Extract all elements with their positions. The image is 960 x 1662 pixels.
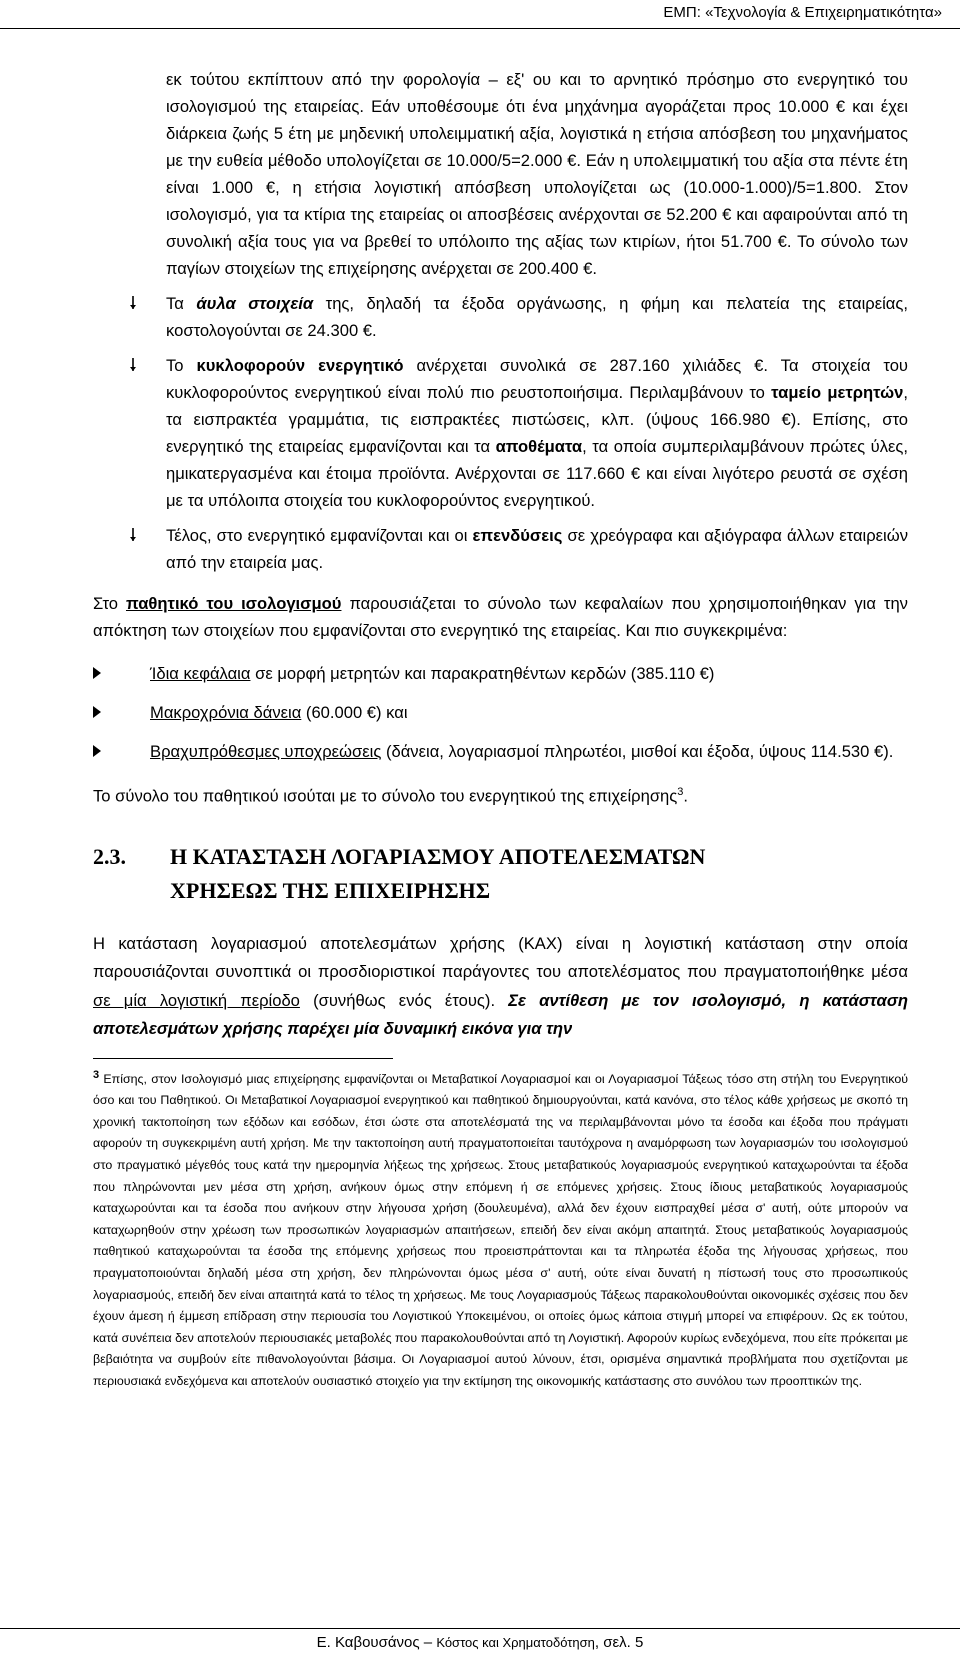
list-item-equity <box>150 660 908 687</box>
paragraph-depreciation: εκ τούτου εκπίπτουν από την φορολογία – εξ' ου και το αρνητικό πρόσημο στο ενεργητικό του ισολογισμού της εταιρείας. Εάν υποθέσουμε ότι ένα μηχάνημα αγοράζεται προς 10.000 € και έχει διάρκεια ζωής 5 έτη με μηδενική υπολειμματική αξία, λογιστικά η ετήσια απόσβεση του μηχανήματος με την ευθεία μέθοδο υπολογίζεται σε 10.000/5=2.000 €. Εάν η υπολειμματική του αξία στα πέντε έτη είναι 1.000 €, η ετήσια λογιστική απόσβεση υπολογίζεται ως (10.000-1.000)/5=1.800. Στον ισολογισμό, για τα κτίρια της εταιρείας οι αποσβέσεις ανέρχονται σε 52.200 € και αφαιρούνται από τη συνολική αξία τους για να βρεθεί το υπόλοιπο της αξίας των κτιρίων, ήτοι 51.700 €. Το σύνολο των παγίων στοιχείων της επιχείρησης ανέρχεται σε 200.400 €. <box>166 70 908 278</box>
bullet-icon <box>129 358 137 371</box>
list-item-short-term-liabilities <box>150 738 908 765</box>
paragraph-liabilities: Στο παθητικό του ισολογισμού παρουσιάζεται το σύνολο των κεφαλαίων που χρησιμοποιήθηκαν για την απόκτηση των στοιχείων που εμφανίζονται στο ενεργητικό της εταιρείας. Και πιο συγκεκριμένα: <box>93 594 908 640</box>
list-item-intangible <box>166 290 908 344</box>
list-item-text: Τέλος, στο ενεργητικό εμφανίζονται και οι επενδύσεις σε χρεόγραφα και αξιόγραφα άλλων εταιρειών από την εταιρεία μας. <box>166 526 908 572</box>
list-item-investments <box>166 522 908 576</box>
header-rule <box>0 28 960 29</box>
list-item-text: Βραχυπρόθεσμες υποχρεώσεις (δάνεια, λογαριασμοί πληρωτέοι, μισθοί και έξοδα, ύψους 114.530 €). <box>150 742 894 761</box>
page-header: ΕΜΠ: «Τεχνολογία & Επιχειρηματικότητα» <box>663 4 942 21</box>
list-item-text: Μακροχρόνια δάνεια (60.000 €) και <box>150 703 408 722</box>
arrow-bullet-icon <box>93 706 101 718</box>
paragraph-total: Το σύνολο του παθητικού ισούται με το σύνολο του ενεργητικού της επιχείρησης$^3$. <box>93 786 689 806</box>
list-item-text: Ίδια κεφάλαια σε μορφή μετρητών και παρακρατηθέντων κερδών (385.110 €) <box>150 664 715 683</box>
arrow-bullet-icon <box>93 667 101 679</box>
list-item-text: Το κυκλοφορούν ενεργητικό ανέρχεται συνολικά σε 287.160 χιλιάδες €. Τα στοιχεία του κυκλοφορούντος ενεργητικού είναι πολύ πιο ρευστοποιήσιμα. Περιλαμβάνουν το ταμείο μετρητών, τα εισπρακτέα γραμμάτια, τις εισπρακτέες πιστώσεις, κλπ. (ύψους 166.980 €). Επίσης, στο ενεργητικό της εταιρείας εμφανίζονται και τα αποθέματα, τα οποία συμπεριλαμβάνουν πρώτες ύλες, ημικατεργασμένα και έτοιμα προϊόντα. Ανέρχονται σε 117.660 € και είναι λιγότερο ρευστά σε σχέση με τα υπόλοιπα στοιχεία του κυκλοφορούντος ενεργητικού. <box>166 356 909 510</box>
section-title-line1: Η ΚΑΤΑΣΤΑΣΗ ΛΟΓΑΡΙΑΣΜΟΥ ΑΠΟΤΕΛΕΣΜΑΤΩΝ <box>170 843 706 869</box>
footnote-rule <box>93 1058 393 1059</box>
section-number: 2.3. <box>93 843 126 869</box>
page-footer: Ε. Καβουσάνος – Κόστος και Χρηματοδότηση, σελ. 5 <box>316 1634 644 1651</box>
list-item-long-term-loans <box>150 699 908 726</box>
paragraph-income-statement: Η κατάσταση λογαριασμού αποτελεσμάτων χρήσης (ΚΑΧ) είναι η λογιστική κατάσταση στην οποία παρουσιάζονται συνοπτικά οι προσδιοριστικοί παράγοντες του αποτελέσματος που πραγματοποιήθηκε μέσα σε μία λογιστική περίοδο (συνήθως ενός έτους). Σε αντίθεση με τον ισολογισμό, η κατάσταση αποτελεσμάτων χρήσης παρέχει μία δυναμική εικόνα για την <box>93 933 908 1039</box>
footer-rule <box>0 1628 960 1629</box>
section-heading <box>93 840 908 908</box>
section-title-line2: ΧΡΗΣΕΩΣ ΤΗΣ ΕΠΙΧΕΙΡΗΣΗΣ <box>170 877 491 903</box>
bullet-icon <box>129 528 137 541</box>
bullet-icon <box>129 296 137 309</box>
list-item-current-assets <box>166 352 908 514</box>
footnote-marker: 3 <box>93 1068 100 1081</box>
footnote: $^3$ Επίσης, στον Ισολογισμό μιας επιχείρησης εμφανίζονται οι Μεταβατικοί Λογαριασμοί και οι Λογαριασμοί Τάξεως τόσο στη στήλη του Ενεργητικού όσο και του Παθητικού. Οι Μεταβατικοί Λογαριασμοί ενεργητικού και παθητικού δημιουργούνται, κατά κανόνα, στο τέλος κάθε χρήσεως με σκοπό τη χρονική τακτοποίηση των εξόδων και εσόδων, έτσι ώστε στα αποτελέσματά της να περιλαμβάνονται μόνο τα έσοδα και έξοδα που πράγματι αφορούν τη συγκεκριμένη αυτή χρήση. Με την τακτοποίηση αυτή πραγματοποιείται ταυτόχρονα η αναμόρφωση των λογαριασμών του ισολογισμού στο πραγματικό μέγεθός τους κατά την ημερομηνία λήξεως της χρήσεως. Στους μεταβατικούς λογαριασμούς ενεργητικού καταχωρούνται τα έξοδα που πληρώνονται μεν μέσα στη χρήση, ανήκουν όμως στην επόμενη ή σε επόμενες χρήσεις. Στους ίδιους μεταβατικούς λογαριασμούς καταχωρούνται και τα έσοδα που ανήκουν στην λήγουσα χρήση (δουλευμένα), αλλά δεν έχουν εισπραχθεί μέσα σ' αυτή, ούτε μπορούν να καταχωρηθούν στην χρέωση των προσωπικών λογαριασμών απαιτήσεων, επειδή δεν είναι ακόμη απαιτητά. Στους μεταβατικούς λογαριασμούς παθητικού καταχωρούνται τα έσοδα της επόμενης χρήσεως που προεισπράττονται και τα πληρωτέα έξοδα της λήγουσας χρήσεως, που πραγματοποιούνται δηλαδή μέσα στη χρήση, δεν πληρώνονται όμως μέσα σ' αυτή, ούτε είναι δυνατή η πίστωσή τους στο προσωπικούς λογαριασμούς, επειδή δεν είναι απαιτητά κατά το τέλος τη χρήσεως. Με τους Λογαριασμούς Τάξεως παρακολουθούνται οικονομικές σχέσεις που δεν έχουν άμεση ή έμμεση επίδραση στην περιουσία του Λογιστικού Υποκειμένου, οι οποίες όμως κάποια στιγμή μπορεί να επιφέρουν. Ως εκ τούτου, κατά συνέπεια δεν αποτελούν περιουσιακές μεταβολές που παρακολουθούνται από τη Λογιστική. Αφορούν κυρίως ενδεχόμενα, που είτε πρόκειται με βεβαιότητα να συμβούν είτε πιθανολογούνται βάσιμα. Οι Λογαριασμοί αυτού λύνουν, έτσι, ορισμένα σημαντικά προβλήματα που σχετίζονται με περιουσιακά ενδεχόμενα και αποτελούν ουσιαστικό στοιχείο για την εκτίμηση της οικονομικής κατάστασης στο συνόλου των προοπτικών της. <box>93 1068 908 1388</box>
document-body <box>93 66 908 1393</box>
list-item-text: Τα άυλα στοιχεία της, δηλαδή τα έξοδα οργάνωσης, η φήμη και πελατεία της εταιρείας, κοστολογούνται σε 24.300 €. <box>166 294 908 340</box>
arrow-bullet-icon <box>93 745 101 757</box>
